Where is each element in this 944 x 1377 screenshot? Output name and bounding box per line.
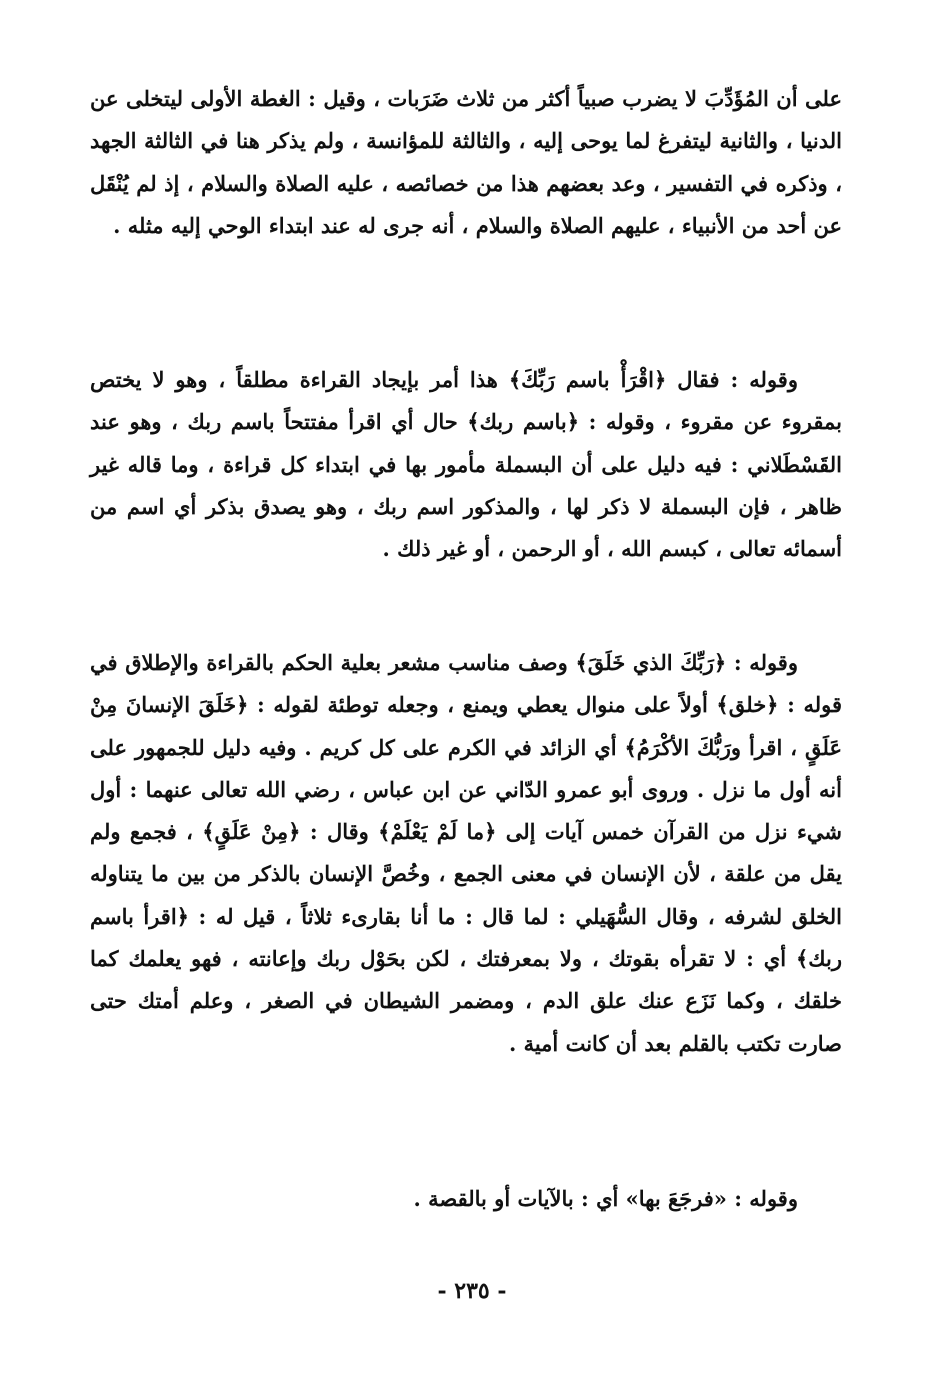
paragraph-1 bbox=[90, 78, 842, 247]
paragraph-2 bbox=[90, 359, 842, 570]
paragraph-text: على أن المُؤَدِّبَ لا يضرب صبياً أكثر من ثلاث ضَرَبات ، وقيل : الغطة الأولى ليتخلى عن الدنيا ، والثانية ليتفرغ لما يوحى إليه ، والثالثة للمؤانسة ، ولم يذكر هنا في الثالثة الجهد ، وذكره في التفسير ، وعد بعضهم هذا من خصائصه ، عليه الصلاة والسلام ، إذ لم يُنْقَل عن أحد من الأنبياء ، عليهم الصلاة والسلام ، أنه جرى له عند ابتداء الوحي إليه مثله . bbox=[90, 86, 842, 238]
page-number: - ٢٣٥ - bbox=[437, 1278, 507, 1304]
paragraph-text: وقوله : ﴿رَبِّكَ الذي خَلَقَ﴾ وصف مناسب مشعر بعلية الحكم بالقراءة والإطلاق في قوله : ﴿خلق﴾ أولاً على منوال يعطي ويمنع ، وجعله توطئة لقوله : ﴿خَلَقَ الإنسانَ مِنْ عَلَقٍ ، اقرأ ورَبُّكَ الأكْرَمُ﴾ أي الزائد في الكرم على كل كريم . وفيه دليل للجمهور على أنه أول ما نزل . وروى أبو عمرو الدّاني عن ابن عباس ، رضي الله تعالى عنهما : أول شيء نزل من القرآن خمس آيات إلى ﴿ما لَمْ يَعْلَمْ﴾ وقال : ﴿مِنْ عَلَقٍ﴾ ، فجمع ولم يقل من علقة ، لأن الإنسان في معنى الجمع ، وخُصَّ الإنسان بالذكر من بين ما يتناوله الخلق لشرفه ، وقال السُّهَيلي : لما قال : ما أنا بقارىء ثلاثاً ، قيل له : ﴿اقرأ باسم ربك﴾ أي : لا تقرأه بقوتك ، ولا بمعرفتك ، لكن بحَوْل ربك وإعانته ، فهو يعلمك كما خلقك ، وكما نَزَع عنك علق الدم ، ومضمر الشيطان في الصغر ، وعلم أمتك حتى صارت تكتب بالقلم بعد أن كانت أمية . bbox=[90, 650, 842, 1056]
paragraph-text: وقوله : فقال ﴿اقْرَأْ باسم رَبِّكَ﴾ هذا أمر بإيجاد القراءة مطلقاً ، وهو لا يختص بمقروء عن مقروء ، وقوله : ﴿باسم ربك﴾ حال أي اقرأ مفتتحاً باسم ربك ، وهو عند القَسْطَلاني : فيه دليل على أن البسملة مأمور بها في ابتداء كل قراءة ، وما قاله غير ظاهر ، فإن البسملة لا ذكر لها ، والمذكور اسم ربك ، وهو يصدق بذكر أي اسم من أسمائه تعالى ، كبسم الله ، أو الرحمن ، أو غير ذلك . bbox=[90, 367, 842, 562]
paragraph-3 bbox=[90, 642, 842, 1065]
paragraph-4 bbox=[90, 1178, 842, 1220]
paragraph-text: وقوله : «فرجَعَ بها» أي : بالآيات أو بالقصة . bbox=[413, 1186, 798, 1211]
